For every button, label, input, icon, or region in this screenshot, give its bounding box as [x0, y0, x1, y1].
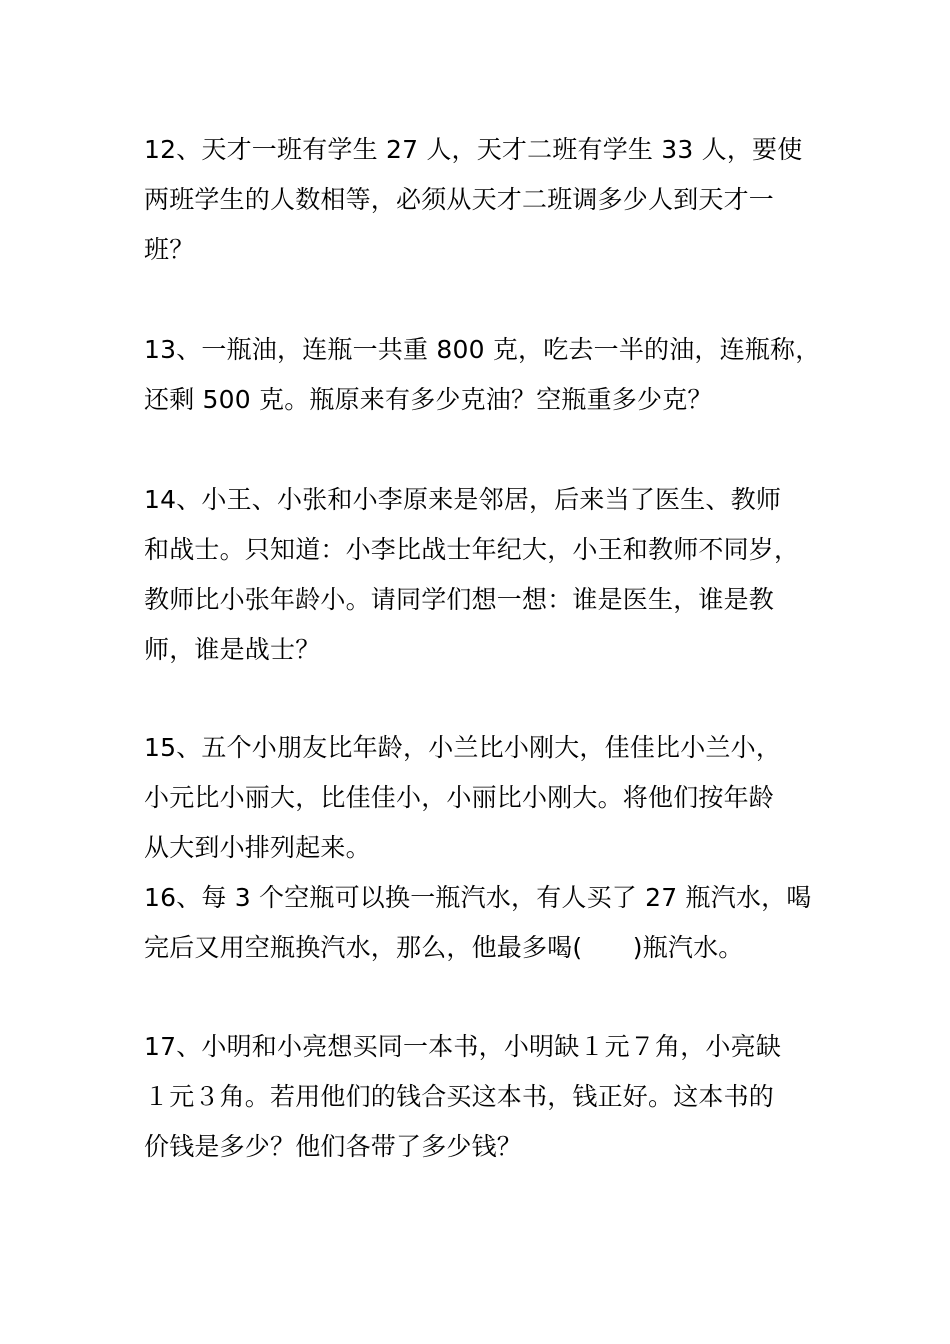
problem-14 — [144, 475, 814, 675]
problem-12 — [144, 125, 814, 275]
problem-12-line-2: 两班学生的人数相等，必须从天才二班调多少人到天才一 — [144, 185, 775, 214]
problem-13-line-2: 还剩 500 克。瓶原来有多少克油？空瓶重多少克？ — [144, 385, 713, 414]
problem-15-line-3: 从大到小排列起来。 — [144, 833, 371, 862]
problem-14-line-3: 教师比小张年龄小。请同学们想一想：谁是医生，谁是教 — [144, 585, 775, 614]
problem-17-line-3: 价钱是多少？他们各带了多少钱？ — [144, 1132, 523, 1161]
problem-15-line-1: 15、五个小朋友比年龄，小兰比小刚大，佳佳比小兰小， — [144, 733, 782, 762]
problem-12-line-3: 班？ — [144, 235, 195, 264]
problem-16 — [144, 873, 814, 973]
problem-12-line-1: 12、天才一班有学生 27 人，天才二班有学生 33 人，要使 — [144, 135, 803, 164]
problem-14-line-2: 和战士。只知道：小李比战士年纪大，小王和教师不同岁， — [144, 535, 800, 564]
problem-15-line-2: 小元比小丽大，比佳佳小，小丽比小刚大。将他们按年龄 — [144, 783, 775, 812]
problem-17-line-1: 17、小明和小亮想买同一本书，小明缺１元７角，小亮缺 — [144, 1032, 782, 1061]
problem-16-line-1: 16、每 3 个空瓶可以换一瓶汽水，有人买了 27 瓶汽水，喝 — [144, 883, 812, 912]
problem-17-line-2: １元３角。若用他们的钱合买这本书，钱正好。这本书的 — [144, 1082, 775, 1111]
problem-17 — [144, 1022, 814, 1172]
problem-14-line-4: 师，谁是战士？ — [144, 635, 321, 664]
problem-16-line-2: 完后又用空瓶换汽水，那么，他最多喝( )瓶汽水。 — [144, 933, 744, 962]
problem-15 — [144, 723, 814, 873]
problem-13 — [144, 325, 821, 425]
problem-13-line-1: 13、一瓶油，连瓶一共重 800 克，吃去一半的油，连瓶称， — [144, 335, 821, 364]
problem-14-line-1: 14、小王、小张和小李原来是邻居，后来当了医生、教师 — [144, 485, 782, 514]
